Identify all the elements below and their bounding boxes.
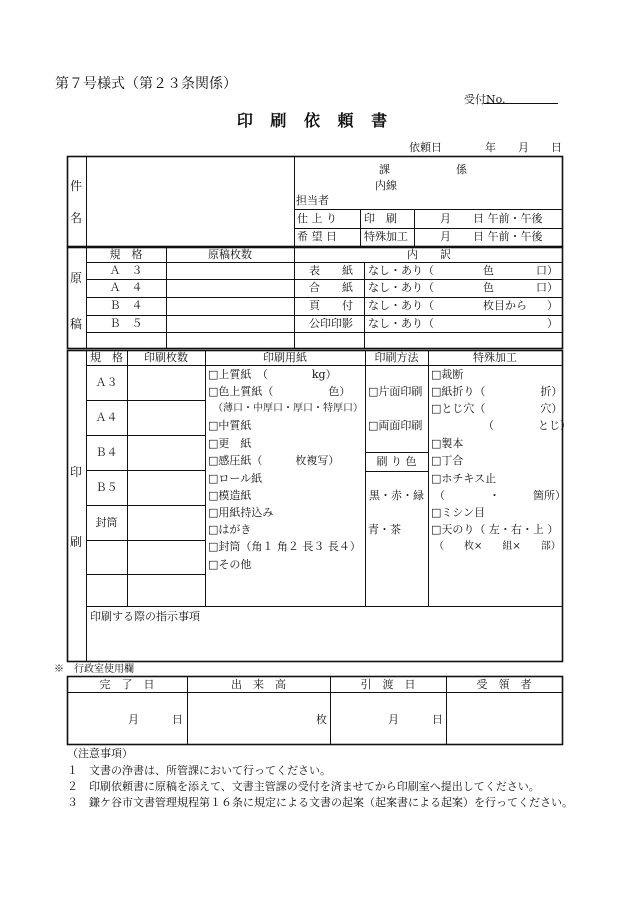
special-option: （ ・ 箇所） xyxy=(434,489,566,502)
naisen-label: 内線 xyxy=(375,179,397,192)
genkou-size: Ａ ３ xyxy=(109,264,143,277)
genkou-item-end: ） xyxy=(547,299,558,312)
paper-option: （薄口・中厚口・厚口・特厚口） xyxy=(213,403,363,414)
paper-option: □上質紙 （ kg） xyxy=(208,368,337,381)
insatsu-date-value: 月 日 午前・午後 xyxy=(440,212,543,225)
insatsu-size: 封筒 xyxy=(95,516,118,529)
print-color-label: 刷 り 色 xyxy=(376,455,417,468)
genkou-header-uchiwake: 内 訳 xyxy=(407,248,451,261)
insatsu-header-kikaku: 規 格 xyxy=(90,351,123,364)
admin-header-hikiwatashi: 引 渡 日 xyxy=(360,678,416,691)
special-option: □丁合 xyxy=(431,454,464,467)
admin-kanryou-date: 月 日 xyxy=(128,713,183,726)
paper-option: □はがき xyxy=(208,523,252,536)
note-item: ３ 鎌ケ谷市文書管理規程第１６条に規定による文書の起案（起案書による起案）を行ってください。 xyxy=(67,796,573,809)
genkou-header-maisu: 原稿枚数 xyxy=(208,248,252,261)
special-option: □ホチキス止 xyxy=(431,472,497,485)
genkou-item-end: ） xyxy=(547,317,558,330)
paper-option: □色上質紙（ 色） xyxy=(208,385,351,398)
notes-heading: （注意事項） xyxy=(67,747,133,760)
genkou-item-value: なし・あり（ xyxy=(368,317,434,330)
shiagari-label: 仕 上 り xyxy=(297,212,337,225)
form-id: 第７号様式（第２３条関係） xyxy=(55,76,237,92)
genkou-item-mid: 枚目から xyxy=(483,299,527,312)
genkou-item-label: 表 紙 xyxy=(309,264,353,277)
special-option: □天のり（ 左・右・上 ） xyxy=(431,523,559,536)
paper-option: □感圧紙（ 枚複写） xyxy=(208,454,340,467)
insatsu-size: Ｂ４ xyxy=(95,446,118,459)
insatsu-header-maisu: 印刷枚数 xyxy=(144,351,188,364)
kakari-label: 係 xyxy=(456,163,467,176)
special-option: □とじ穴（ 穴） xyxy=(431,402,563,415)
admin-header-dekidaka: 出 来 高 xyxy=(231,678,286,691)
genkou-item-end: 口） xyxy=(536,264,558,277)
insatsu-size: Ｂ５ xyxy=(95,481,118,494)
paper-option: □その他 xyxy=(208,558,252,571)
genkou-item-mid: 色 xyxy=(483,281,494,294)
ken-label: 件 xyxy=(70,179,83,193)
genkou-item-label: 公印印影 xyxy=(309,317,353,330)
paper-option: □ロール紙 xyxy=(208,472,263,485)
genkou-side-2: 稿 xyxy=(70,317,83,331)
receipt-no-label: 受付No. xyxy=(464,93,506,106)
paper-option: □用紙持込み xyxy=(208,506,274,519)
insatsu-size: Ａ４ xyxy=(95,411,118,424)
request-date-day: 日 xyxy=(551,141,562,154)
print-colors-1: 黒・赤・緑 xyxy=(369,489,424,502)
print-colors-2: 青・茶 xyxy=(368,523,401,536)
genkou-item-label: 合 紙 xyxy=(309,281,353,294)
genkou-item-label: 頁 付 xyxy=(309,299,353,312)
special-option: （ 枚× 組× 部） xyxy=(434,541,561,552)
insatsu-side-2: 刷 xyxy=(70,535,83,549)
ka-label: 課 xyxy=(379,163,390,176)
tantousha-label: 担当者 xyxy=(296,194,329,207)
special-option: （ とじ） xyxy=(483,419,571,432)
note-item: ２ 印刷依頼書に原稿を添えて、文書主管課の受付を済ませてから印刷室へ提出してください。 xyxy=(67,780,540,793)
tokushu-date-value: 月 日 午前・午後 xyxy=(440,230,543,243)
genkou-item-mid: 色 xyxy=(483,264,494,277)
method-single-side: □片面印刷 xyxy=(368,385,423,398)
insatsu-date-label: 印 刷 xyxy=(364,212,397,225)
request-date-year: 年 xyxy=(485,141,496,154)
insatsu-side-1: 印 xyxy=(70,465,83,479)
request-date-month: 月 xyxy=(518,141,529,154)
genkou-item-value: なし・あり（ xyxy=(368,281,434,294)
genkou-item-value: なし・あり（ xyxy=(368,264,434,277)
paper-option: □中質紙 xyxy=(208,419,252,432)
tokushu-date-label: 特殊加工 xyxy=(364,230,408,243)
genkou-side-1: 原 xyxy=(70,271,83,285)
method-double-side: □両面印刷 xyxy=(368,419,423,432)
paper-option: □封筒（角１ 角２ 長３ 長４） xyxy=(208,540,361,553)
genkou-size: Ａ ４ xyxy=(109,281,143,294)
special-option: □製本 xyxy=(431,437,464,450)
admin-header-kanryou: 完 了 日 xyxy=(99,678,155,691)
admin-header-juryou: 受 領 者 xyxy=(476,678,532,691)
insatsu-header-yoshi: 印刷用紙 xyxy=(263,351,307,364)
insatsu-header-tokushu: 特殊加工 xyxy=(473,351,517,364)
genkou-item-value: なし・あり（ xyxy=(368,299,434,312)
genkou-item-end: 口） xyxy=(536,281,558,294)
admin-note: ※ 行政室使用欄 xyxy=(54,664,134,675)
page-title: 印 刷 依 頼 書 xyxy=(236,111,394,130)
special-option: □紙折り（ 折） xyxy=(431,385,563,398)
paper-option: □模造紙 xyxy=(208,489,252,502)
instructions-label: 印刷する際の指示事項 xyxy=(90,610,200,623)
kibou-label: 希 望 日 xyxy=(297,230,337,243)
request-date-label: 依頼日 xyxy=(409,141,442,154)
note-item: １ 文書の浄書は、所管課において行ってください。 xyxy=(67,764,331,777)
special-option: □裁断 xyxy=(431,368,464,381)
special-option: □ミシン目 xyxy=(431,506,486,519)
genkou-header-kikaku: 規 格 xyxy=(109,248,143,261)
genkou-size: Ｂ ４ xyxy=(109,299,143,312)
admin-hikiwatashi-date: 月 日 xyxy=(388,713,443,726)
paper-option: □更 紙 xyxy=(208,437,252,450)
genkou-size: Ｂ ５ xyxy=(109,317,143,330)
admin-dekidaka-mai: 枚 xyxy=(316,713,327,726)
mei-label: 名 xyxy=(70,211,83,225)
insatsu-header-houhou: 印刷方法 xyxy=(374,351,419,364)
insatsu-size: Ａ３ xyxy=(95,376,118,389)
